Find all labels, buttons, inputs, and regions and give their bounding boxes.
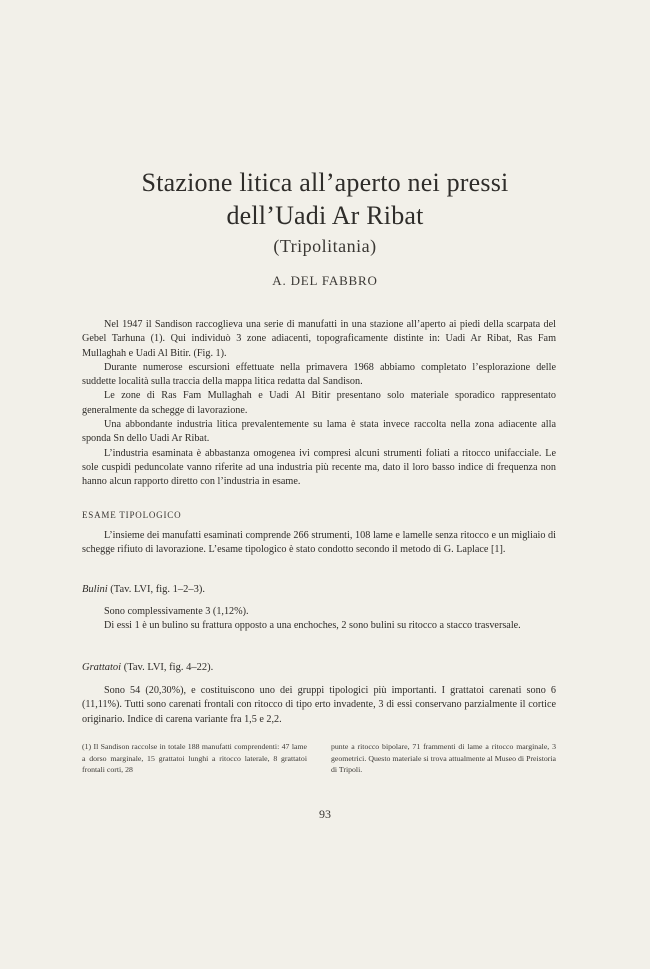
subsection-bulini-text xyxy=(82,605,556,634)
subsection-name: Bulini xyxy=(82,584,108,595)
intro-paragraph: Una abbondante industria litica prevalentemente su lama è stata invece raccolta nella zona adiacente alla sponda Sn dello Uadi Ar Ribat. xyxy=(82,419,556,445)
intro-paragraph: Le zone di Ras Fam Mullaghah e Uadi Al Bitir presentano solo materiale sporadico rappresentato generalmente da schegge di lavorazione. xyxy=(82,390,556,416)
intro-paragraph: Durante numerose escursioni effettuate nella primavera 1968 abbiamo completato l’esplorazione delle suddette località sulla traccia della mappa litica redatta dal Sandison. xyxy=(82,361,556,388)
subsection-paragraph: Sono complessivamente 3 (1,12%). xyxy=(104,606,249,617)
subsection-ref: (Tav. LVI, fig. 1–2–3). xyxy=(110,584,206,595)
subsection-ref: (Tav. LVI, fig. 4–22). xyxy=(123,662,214,673)
footnote-right: punte a ritocco bipolare, 71 frammenti di lame a ritocco marginale, 3 geometrici. Questo materiale si trova attualmente al Museo di Preistoria di Tripoli. xyxy=(331,742,556,774)
article-subtitle: (Tripolitania) xyxy=(273,236,377,256)
section-paragraph: L’insieme dei manufatti esaminati comprende 266 strumenti, 108 lame e lamelle senza ritocco e un migliaio di schegge rifiuto di lavorazione. L’esame tipologico è stato condotto secondo il metodo di G. Laplace [1]. xyxy=(82,530,556,556)
subsection-paragraph: Sono 54 (20,30%), e costituiscono uno dei gruppi tipologici più importanti. I grattatoi carenati sono 6 (11,11%). Tutti sono carenati frontali con ritocco di tipo erto invadente, 3 di essi conservano parzialmente il cortice originario. Indice di carena variante fra 1,5 e 2,2. xyxy=(82,685,556,725)
section-text xyxy=(82,529,556,558)
subsection-paragraph: Di essi 1 è un bulino su frattura opposto a una enchoches, 2 sono bulini su ritocco a stacco trasversale. xyxy=(104,620,521,632)
subsection-grattatoi-text xyxy=(82,684,556,727)
subsection-grattatoi-heading xyxy=(82,662,213,673)
article-title-line-2: dell’Uadi Ar Ribat xyxy=(226,201,424,230)
intro-text xyxy=(82,318,556,490)
intro-paragraph: L’industria esaminata è abbastanza omogenea ivi compresi alcuni strumenti foliati a ritocco unifacciale. Le sole cuspidi peduncolate vanno riferite ad una industria più recente ma, dato il loro basso indice di frequenza non hanno alcun rapporto diretto con l’industria in esame. xyxy=(82,447,556,488)
article-title-line-1: Stazione litica all’aperto nei pressi xyxy=(141,168,509,197)
footnote-left: (1) Il Sandison raccolse in totale 188 manufatti comprendenti: 47 lame a dorso marginale, 15 grattatoi lunghi a ritocco laterale, 8 grattatoi frontali corti, 28 xyxy=(82,742,307,774)
intro-paragraph: Nel 1947 il Sandison raccoglieva una serie di manufatti in una stazione all’aperto ai piedi della scarpata del Gebel Tarhuna (1). Qui individuò 3 zone adiacenti, topograficamente distinte in: Uadi Ar Ribat, Ras Fam Mullaghah e Uadi Al Bitir. (Fig. 1). xyxy=(82,319,556,359)
subsection-name: Grattatoi xyxy=(82,662,122,673)
subsection-bulini-heading xyxy=(82,584,205,595)
page-number: 93 xyxy=(319,807,331,821)
section-heading: ESAME TIPOLOGICO xyxy=(82,510,182,520)
author-name: A. DEL FABBRO xyxy=(272,273,378,288)
footnotes xyxy=(82,741,556,776)
